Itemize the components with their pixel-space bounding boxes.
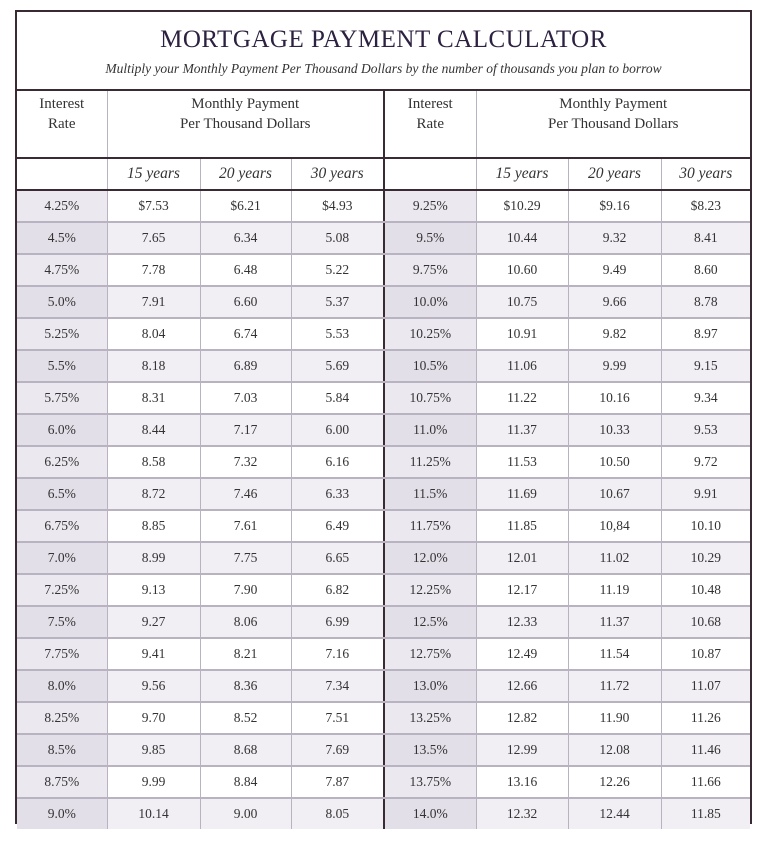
interest-rate-cell: 7.25% [17, 574, 107, 606]
table-row [17, 446, 750, 478]
payment-15yr-cell: 9.13 [107, 574, 200, 606]
payment-30yr-cell: 8.78 [661, 286, 750, 318]
interest-rate-cell: 5.0% [17, 286, 107, 318]
payment-header-line2: Per Thousand Dollars [547, 116, 679, 132]
payment-30yr-cell: 10.29 [661, 542, 750, 574]
payment-30yr-cell: 9.34 [661, 382, 750, 414]
payment-30yr-cell: 7.69 [291, 734, 384, 766]
interest-rate-cell: 5.5% [17, 350, 107, 382]
payment-30yr-cell: 6.33 [291, 478, 384, 510]
payment-30yr-cell: 10.10 [661, 510, 750, 542]
interest-rate-cell: 10.25% [384, 318, 476, 350]
payment-15yr-cell: 10.60 [476, 254, 568, 286]
table-row [17, 222, 750, 254]
payment-15yr-cell: 7.65 [107, 222, 200, 254]
payment-30yr-cell: 7.16 [291, 638, 384, 670]
payment-15yr-cell: 8.04 [107, 318, 200, 350]
payment-15yr-cell: 13.16 [476, 766, 568, 798]
interest-rate-cell: 8.0% [17, 670, 107, 702]
interest-rate-cell: 4.25% [17, 190, 107, 222]
payment-15yr-cell: 8.72 [107, 478, 200, 510]
interest-rate-cell: 8.5% [17, 734, 107, 766]
payment-20yr-cell: 12.26 [568, 766, 661, 798]
page-title: MORTGAGE PAYMENT CALCULATOR [160, 26, 607, 53]
payment-20yr-cell: 11.72 [568, 670, 661, 702]
interest-rate-cell: 12.5% [384, 606, 476, 638]
payment-20yr-cell: 12.08 [568, 734, 661, 766]
payment-30yr-cell: 11.46 [661, 734, 750, 766]
payment-20yr-cell: 6.60 [200, 286, 291, 318]
payment-30yr-cell: 5.53 [291, 318, 384, 350]
interest-rate-cell: 8.75% [17, 766, 107, 798]
payment-20yr-cell: 8.84 [200, 766, 291, 798]
payment-15yr-cell: 10.75 [476, 286, 568, 318]
payment-30yr-cell: 5.84 [291, 382, 384, 414]
payment-header-line1: Monthly Payment [191, 96, 300, 112]
payment-table [17, 91, 750, 829]
interest-rate-header-left [17, 91, 107, 158]
payment-15yr-cell: 7.91 [107, 286, 200, 318]
interest-rate-cell: 6.75% [17, 510, 107, 542]
payment-20yr-cell: $6.21 [200, 190, 291, 222]
interest-rate-cell: 13.25% [384, 702, 476, 734]
table-row [17, 190, 750, 222]
payment-20yr-cell: 10.50 [568, 446, 661, 478]
payment-15yr-cell: 9.56 [107, 670, 200, 702]
payment-15yr-cell: $10.29 [476, 190, 568, 222]
payment-30yr-cell: 6.16 [291, 446, 384, 478]
table-row [17, 510, 750, 542]
term-20-header: 20 years [568, 158, 661, 190]
term-30-header: 30 years [291, 158, 384, 190]
interest-rate-cell: 8.25% [17, 702, 107, 734]
table-row [17, 670, 750, 702]
payment-15yr-cell: 8.58 [107, 446, 200, 478]
interest-rate-cell: 9.5% [384, 222, 476, 254]
payment-15yr-cell: 11.06 [476, 350, 568, 382]
table-row [17, 606, 750, 638]
interest-rate-cell: 12.0% [384, 542, 476, 574]
table-row [17, 382, 750, 414]
payment-20yr-cell: 7.17 [200, 414, 291, 446]
interest-rate-cell: 9.0% [17, 798, 107, 829]
payment-20yr-cell: 8.21 [200, 638, 291, 670]
interest-header-line1: Interest [39, 96, 85, 112]
payment-20yr-cell: 11.19 [568, 574, 661, 606]
payment-15yr-cell: 8.44 [107, 414, 200, 446]
payment-30yr-cell: 11.85 [661, 798, 750, 829]
payment-20yr-cell: 10,84 [568, 510, 661, 542]
table-row [17, 542, 750, 574]
interest-rate-cell: 10.75% [384, 382, 476, 414]
interest-rate-cell: 7.75% [17, 638, 107, 670]
interest-rate-cell: 6.5% [17, 478, 107, 510]
payment-20yr-cell: 10.67 [568, 478, 661, 510]
payment-20yr-cell: 9.32 [568, 222, 661, 254]
table-row [17, 318, 750, 350]
table-row [17, 414, 750, 446]
payment-30yr-cell: 6.99 [291, 606, 384, 638]
payment-20yr-cell: 7.32 [200, 446, 291, 478]
interest-rate-cell: 10.0% [384, 286, 476, 318]
interest-rate-cell: 6.0% [17, 414, 107, 446]
payment-20yr-cell: 9.82 [568, 318, 661, 350]
payment-15yr-cell: 12.66 [476, 670, 568, 702]
payment-15yr-cell: 11.53 [476, 446, 568, 478]
payment-15yr-cell: 12.17 [476, 574, 568, 606]
interest-rate-cell: 13.0% [384, 670, 476, 702]
payment-20yr-cell: 7.46 [200, 478, 291, 510]
payment-15yr-cell: 8.85 [107, 510, 200, 542]
payment-30yr-cell: 8.60 [661, 254, 750, 286]
interest-rate-cell: 12.25% [384, 574, 476, 606]
monthly-payment-header-right [476, 91, 750, 158]
payment-20yr-cell: $9.16 [568, 190, 661, 222]
payment-20yr-cell: 11.37 [568, 606, 661, 638]
table-row [17, 702, 750, 734]
payment-30yr-cell: 11.66 [661, 766, 750, 798]
payment-20yr-cell: 11.54 [568, 638, 661, 670]
interest-rate-cell: 11.5% [384, 478, 476, 510]
term-header-row [17, 158, 750, 190]
interest-rate-cell: 7.0% [17, 542, 107, 574]
payment-15yr-cell: 12.32 [476, 798, 568, 829]
payment-20yr-cell: 8.06 [200, 606, 291, 638]
payment-30yr-cell: 7.87 [291, 766, 384, 798]
payment-30yr-cell: 9.91 [661, 478, 750, 510]
payment-20yr-cell: 7.03 [200, 382, 291, 414]
interest-header-line2: Rate [416, 116, 444, 132]
payment-15yr-cell: 12.99 [476, 734, 568, 766]
payment-30yr-cell: $8.23 [661, 190, 750, 222]
page-subtitle: Multiply your Monthly Payment Per Thousand Dollars by the number of thousands you plan to borrow [105, 61, 662, 76]
payment-30yr-cell: 6.82 [291, 574, 384, 606]
table-row [17, 286, 750, 318]
interest-header-line1: Interest [407, 96, 453, 112]
term-30-header: 30 years [661, 158, 750, 190]
term-15-header: 15 years [107, 158, 200, 190]
interest-rate-cell: 4.5% [17, 222, 107, 254]
payment-30yr-cell: 6.65 [291, 542, 384, 574]
payment-15yr-cell: 11.85 [476, 510, 568, 542]
table-row [17, 254, 750, 286]
payment-15yr-cell: 9.99 [107, 766, 200, 798]
payment-30yr-cell: 5.69 [291, 350, 384, 382]
payment-30yr-cell: 10.48 [661, 574, 750, 606]
payment-20yr-cell: 11.02 [568, 542, 661, 574]
payment-30yr-cell: 8.97 [661, 318, 750, 350]
payment-20yr-cell: 10.33 [568, 414, 661, 446]
interest-rate-cell: 6.25% [17, 446, 107, 478]
payment-15yr-cell: 12.82 [476, 702, 568, 734]
payment-15yr-cell: 8.18 [107, 350, 200, 382]
payment-20yr-cell: 11.90 [568, 702, 661, 734]
payment-15yr-cell: 8.31 [107, 382, 200, 414]
payment-30yr-cell: $4.93 [291, 190, 384, 222]
payment-30yr-cell: 7.51 [291, 702, 384, 734]
interest-rate-cell: 4.75% [17, 254, 107, 286]
interest-rate-cell: 11.25% [384, 446, 476, 478]
payment-20yr-cell: 8.36 [200, 670, 291, 702]
payment-30yr-cell: 10.68 [661, 606, 750, 638]
payment-30yr-cell: 6.49 [291, 510, 384, 542]
payment-15yr-cell: 8.99 [107, 542, 200, 574]
payment-30yr-cell: 6.00 [291, 414, 384, 446]
payment-20yr-cell: 12.44 [568, 798, 661, 829]
table-row [17, 350, 750, 382]
payment-20yr-cell: 6.48 [200, 254, 291, 286]
interest-rate-cell: 13.75% [384, 766, 476, 798]
payment-30yr-cell: 5.37 [291, 286, 384, 318]
interest-rate-cell: 11.0% [384, 414, 476, 446]
interest-rate-cell: 12.75% [384, 638, 476, 670]
payment-15yr-cell: 11.22 [476, 382, 568, 414]
table-row [17, 574, 750, 606]
mortgage-calculator-sheet [15, 10, 752, 824]
payment-20yr-cell: 8.52 [200, 702, 291, 734]
payment-15yr-cell: 12.01 [476, 542, 568, 574]
payment-header-line2: Per Thousand Dollars [179, 116, 311, 132]
payment-15yr-cell: 9.70 [107, 702, 200, 734]
payment-15yr-cell: 7.78 [107, 254, 200, 286]
interest-rate-cell: 9.75% [384, 254, 476, 286]
payment-20yr-cell: 7.90 [200, 574, 291, 606]
interest-rate-cell: 13.5% [384, 734, 476, 766]
payment-20yr-cell: 10.16 [568, 382, 661, 414]
payment-20yr-cell: 9.00 [200, 798, 291, 829]
payment-30yr-cell: 10.87 [661, 638, 750, 670]
title-block [17, 12, 750, 91]
payment-15yr-cell: 9.27 [107, 606, 200, 638]
interest-header-line2: Rate [48, 116, 76, 132]
table-row [17, 478, 750, 510]
payment-15yr-cell: $7.53 [107, 190, 200, 222]
header-row [17, 91, 750, 158]
term-20-header: 20 years [200, 158, 291, 190]
payment-20yr-cell: 7.61 [200, 510, 291, 542]
payment-30yr-cell: 11.26 [661, 702, 750, 734]
payment-30yr-cell: 9.15 [661, 350, 750, 382]
payment-20yr-cell: 8.68 [200, 734, 291, 766]
payment-20yr-cell: 9.66 [568, 286, 661, 318]
payment-20yr-cell: 9.49 [568, 254, 661, 286]
table-row [17, 766, 750, 798]
interest-rate-cell: 5.25% [17, 318, 107, 350]
interest-rate-cell: 5.75% [17, 382, 107, 414]
monthly-payment-header-left [107, 91, 384, 158]
payment-15yr-cell: 11.37 [476, 414, 568, 446]
term-header-blank [384, 158, 476, 190]
payment-20yr-cell: 6.74 [200, 318, 291, 350]
payment-15yr-cell: 10.14 [107, 798, 200, 829]
table-row [17, 638, 750, 670]
interest-rate-cell: 9.25% [384, 190, 476, 222]
payment-30yr-cell: 5.08 [291, 222, 384, 254]
payment-30yr-cell: 7.34 [291, 670, 384, 702]
interest-rate-cell: 7.5% [17, 606, 107, 638]
payment-15yr-cell: 10.91 [476, 318, 568, 350]
payment-15yr-cell: 9.85 [107, 734, 200, 766]
term-header-blank [17, 158, 107, 190]
payment-15yr-cell: 10.44 [476, 222, 568, 254]
payment-15yr-cell: 12.49 [476, 638, 568, 670]
payment-30yr-cell: 11.07 [661, 670, 750, 702]
payment-30yr-cell: 8.41 [661, 222, 750, 254]
payment-30yr-cell: 8.05 [291, 798, 384, 829]
interest-rate-cell: 14.0% [384, 798, 476, 829]
payment-20yr-cell: 7.75 [200, 542, 291, 574]
payment-20yr-cell: 6.89 [200, 350, 291, 382]
interest-rate-header-right [384, 91, 476, 158]
payment-header-line1: Monthly Payment [559, 96, 668, 112]
interest-rate-cell: 10.5% [384, 350, 476, 382]
interest-rate-cell: 11.75% [384, 510, 476, 542]
table-row [17, 798, 750, 829]
payment-20yr-cell: 9.99 [568, 350, 661, 382]
table-row [17, 734, 750, 766]
payment-15yr-cell: 9.41 [107, 638, 200, 670]
payment-30yr-cell: 9.72 [661, 446, 750, 478]
payment-15yr-cell: 12.33 [476, 606, 568, 638]
payment-30yr-cell: 9.53 [661, 414, 750, 446]
payment-30yr-cell: 5.22 [291, 254, 384, 286]
term-15-header: 15 years [476, 158, 568, 190]
payment-15yr-cell: 11.69 [476, 478, 568, 510]
payment-20yr-cell: 6.34 [200, 222, 291, 254]
